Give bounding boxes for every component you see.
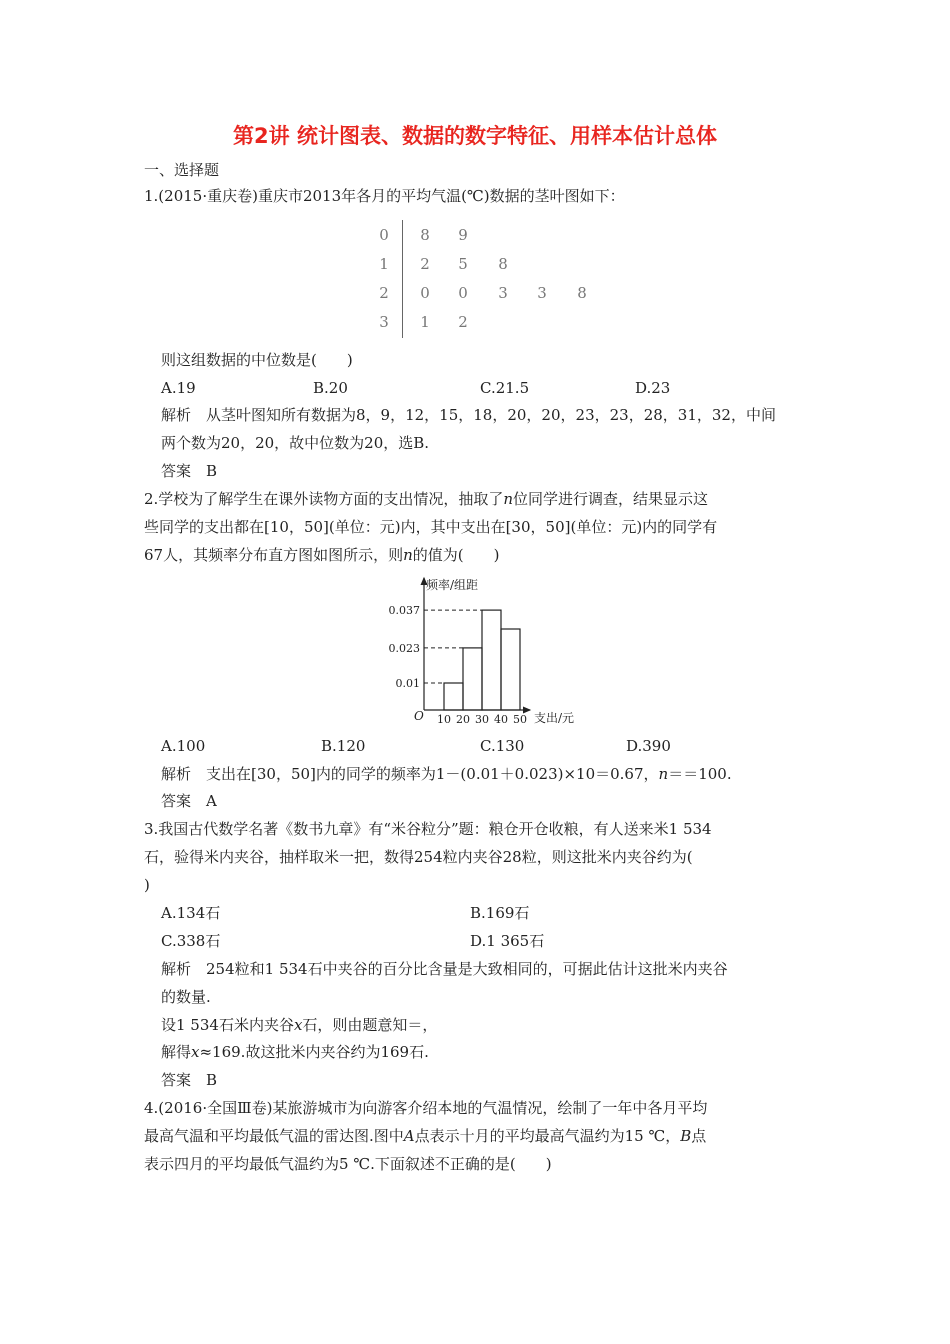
q3-analysis-line2: 的数量. — [161, 988, 211, 1006]
histogram-bar — [482, 610, 501, 710]
leaf: 2 — [458, 313, 468, 331]
frequency-histogram — [380, 570, 600, 730]
q1-option-a: A.19 — [161, 379, 196, 397]
q3-analysis-line3: 设1 534石米内夹谷x石，则由题意知＝， — [161, 1016, 438, 1034]
q1-analysis-line1: 解析 从茎叶图知所有数据为8，9，12，15，18，20，20，23，23，28，31，32，中间 — [161, 406, 776, 424]
leaf: 1 — [420, 313, 430, 331]
histogram-bar — [444, 683, 463, 710]
leaf: 0 — [420, 284, 430, 302]
q3-line3: ) — [144, 876, 150, 894]
x-tick-label: 10 — [437, 713, 451, 726]
q3-answer: 答案 B — [161, 1071, 218, 1089]
q2-option-c: C.130 — [480, 737, 525, 755]
q3-line2: 石，验得米内夹谷，抽样取米一把，数得254粒内夹谷28粒，则这批米内夹谷约为( — [144, 848, 693, 866]
page-title: 第2讲 统计图表、数据的数字特征、用样本估计总体 — [233, 124, 717, 148]
stem-3: 3 — [379, 313, 389, 331]
leaf: 8 — [577, 284, 587, 302]
leaf: 5 — [458, 255, 468, 273]
q3-analysis-line1: 解析 254粒和1 534石中夹谷的百分比含量是大致相同的，可据此估计这批米内夹谷 — [161, 960, 728, 978]
q3-option-b: B.169石 — [470, 904, 530, 922]
q1-question: 则这组数据的中位数是( ) — [161, 351, 353, 369]
q2-option-b: B.120 — [321, 737, 366, 755]
q1-option-b: B.20 — [313, 379, 348, 397]
histogram-bar — [463, 648, 482, 710]
leaf: 3 — [498, 284, 508, 302]
leaf: 0 — [458, 284, 468, 302]
leaf: 9 — [458, 226, 468, 244]
x-tick-label: 30 — [475, 713, 489, 726]
q4-line3: 表示四月的平均最低气温约为5 ℃.下面叙述不正确的是( ) — [144, 1155, 552, 1173]
y-tick-label: 0.023 — [388, 641, 420, 655]
q2-option-a: A.100 — [161, 737, 206, 755]
y-axis-label: 频率/组距 — [426, 578, 479, 592]
stem-1: 1 — [379, 255, 389, 273]
q1-option-d: D.23 — [635, 379, 671, 397]
q2-line3: 67人，其频率分布直方图如图所示，则n的值为( ) — [144, 546, 500, 564]
q3-option-c: C.338石 — [161, 932, 221, 950]
leaf: 8 — [420, 226, 430, 244]
q3-analysis-line4: 解得x≈169.故这批米内夹谷约为169石. — [161, 1043, 429, 1061]
q3-line1: 3.我国古代数学名著《数书九章》有“米谷粒分”题：粮仓开仓收粮，有人送来米1 534 — [144, 820, 712, 838]
stem-0: 0 — [379, 226, 389, 244]
y-tick-label: 0.01 — [395, 677, 420, 690]
stem-leaf-divider — [402, 220, 403, 338]
x-tick-label: 40 — [494, 713, 508, 726]
leaf: 8 — [498, 255, 508, 273]
x-tick-label: 20 — [456, 713, 470, 726]
leaf: 3 — [537, 284, 547, 302]
section-heading: 一、选择题 — [144, 161, 220, 179]
x-axis-label: 支出/元 — [534, 711, 575, 725]
q2-line2: 些同学的支出都在[10，50](单位：元)内，其中支出在[30，50](单位：元)内的同学有 — [144, 518, 718, 536]
stem-2: 2 — [379, 284, 389, 302]
histogram-bar — [501, 629, 520, 710]
q3-option-a: A.134石 — [161, 904, 221, 922]
q2-option-d: D.390 — [626, 737, 671, 755]
leaf: 2 — [420, 255, 430, 273]
q1-option-c: C.21.5 — [480, 379, 530, 397]
y-tick-label: 0.037 — [388, 604, 420, 618]
q2-answer: 答案 A — [161, 792, 217, 810]
q4-line2: 最高气温和平均最低气温的雷达图.图中A点表示十月的平均最高气温约为15 ℃，B点 — [144, 1127, 707, 1145]
q1-analysis-line2: 两个数为20，20，故中位数为20，选B. — [161, 434, 430, 452]
x-tick-label: 50 — [513, 713, 527, 726]
q2-analysis: 解析 支出在[30，50]内的同学的频率为1－(0.01＋0.023)×10＝0.67，n＝＝100. — [161, 765, 732, 783]
q3-option-d: D.1 365石 — [470, 932, 545, 950]
q2-line1: 2.学校为了解学生在课外读物方面的支出情况，抽取了n位同学进行调查，结果显示这 — [144, 490, 709, 508]
origin-label: O — [414, 709, 424, 723]
q4-line1: 4.(2016·全国Ⅲ卷)某旅游城市为向游客介绍本地的气温情况，绘制了一年中各月平均 — [144, 1099, 708, 1117]
q1-stem: 1.(2015·重庆卷)重庆市2013年各月的平均气温(℃)数据的茎叶图如下： — [144, 187, 625, 205]
q1-answer: 答案 B — [161, 462, 218, 480]
